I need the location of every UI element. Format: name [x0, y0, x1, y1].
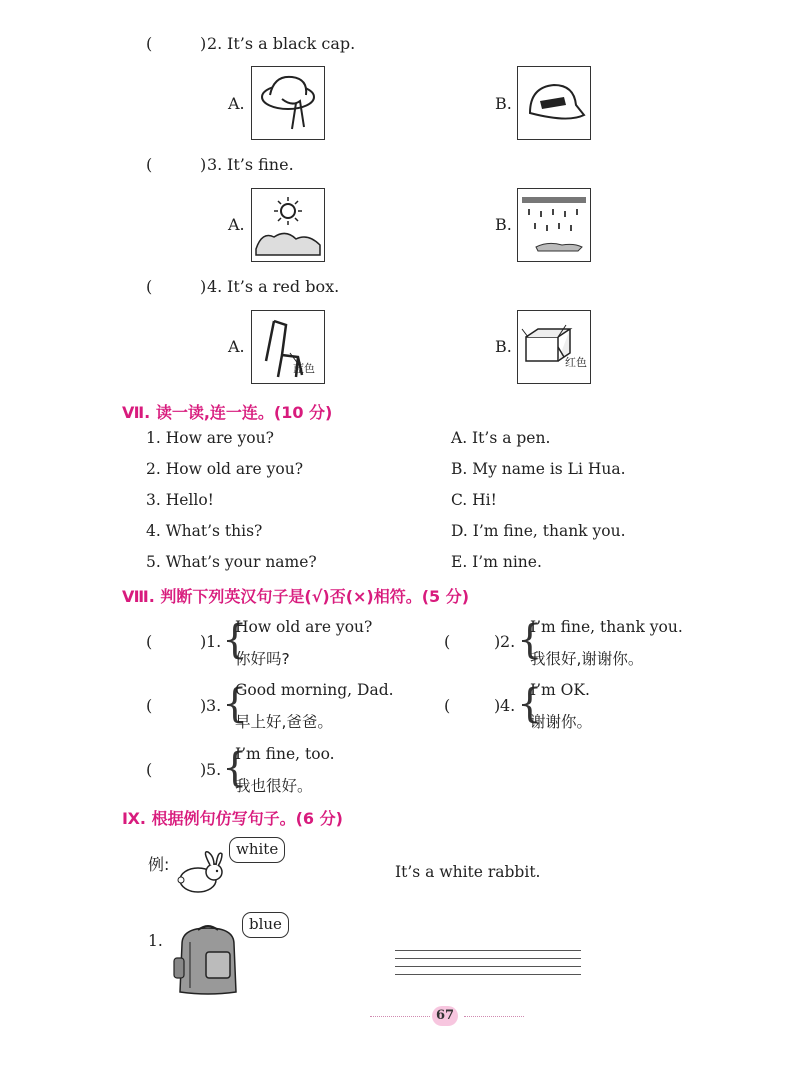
option-b-label: B. — [495, 337, 512, 356]
english-sentence: I’m fine, thank you. — [530, 618, 683, 636]
backpack-picture — [168, 922, 248, 998]
answer-paren-close: ) — [494, 696, 501, 715]
match-answer[interactable]: C. Hi! — [451, 491, 497, 509]
english-sentence: Good morning, Dad. — [235, 681, 394, 699]
answer-paren-open[interactable]: ( — [146, 696, 153, 715]
question-number: 4. — [207, 277, 223, 296]
chinese-sentence: 我也很好。 — [235, 777, 313, 795]
section-9-title: Ⅸ. 根据例句仿写句子。(6 分) — [122, 809, 343, 828]
section-8-title: Ⅷ. 判断下列英汉句子是(√)否(×)相符。(5 分) — [122, 587, 470, 606]
match-answer[interactable]: A. It’s a pen. — [451, 429, 551, 447]
english-sentence: I’m OK. — [530, 681, 590, 699]
option-b-picture[interactable] — [517, 310, 591, 384]
example-label: 例: — [148, 855, 170, 874]
brace: { — [222, 681, 248, 727]
rabbit-picture — [172, 848, 232, 896]
english-sentence: I’m fine, too. — [235, 745, 335, 763]
writing-line[interactable] — [395, 958, 581, 959]
writing-line[interactable] — [395, 950, 581, 951]
match-answer[interactable]: B. My name is Li Hua. — [451, 460, 626, 478]
answer-paren-open[interactable]: ( — [444, 696, 451, 715]
option-b-picture[interactable] — [517, 188, 591, 262]
section-7-title: Ⅶ. 读一读,连一连。(10 分) — [122, 403, 333, 422]
item-number: 1. — [206, 632, 222, 651]
rabbit-icon — [172, 848, 232, 896]
answer-paren-close: ) — [494, 632, 501, 651]
brace: { — [517, 617, 543, 663]
answer-paren-close: ) — [200, 696, 207, 715]
chinese-sentence: 你好吗? — [235, 650, 290, 668]
question-text: It’s a red box. — [227, 277, 340, 296]
item-1-word-bubble: blue — [242, 912, 289, 938]
answer-paren-close: ) — [200, 760, 207, 779]
item-number: 3. — [206, 696, 222, 715]
writing-line[interactable] — [395, 966, 581, 967]
writing-line[interactable] — [395, 974, 581, 975]
option-a-label: A. — [228, 215, 245, 234]
question-number: 2. — [207, 34, 223, 53]
sun-hat-icon — [252, 67, 324, 139]
english-sentence: How old are you? — [235, 618, 373, 636]
item-number: 4. — [500, 696, 516, 715]
footer-dots-left — [370, 1016, 430, 1017]
question-text: It’s fine. — [227, 155, 294, 174]
page-number: 67 — [432, 1006, 458, 1026]
answer-paren-open[interactable]: ( — [146, 632, 153, 651]
backpack-icon — [168, 922, 248, 998]
sunny-weather-icon — [252, 189, 324, 261]
brace: { — [222, 617, 248, 663]
answer-paren-close: ) — [200, 155, 207, 174]
chinese-sentence: 早上好,爸爸。 — [235, 713, 333, 731]
rainy-weather-icon — [518, 189, 590, 261]
answer-paren-close: ) — [200, 277, 207, 296]
option-b-label: B. — [495, 94, 512, 113]
footer-dots-right — [464, 1016, 524, 1017]
answer-paren-open[interactable]: ( — [146, 34, 153, 53]
answer-paren-open[interactable]: ( — [146, 155, 153, 174]
chinese-sentence: 我很好,谢谢你。 — [530, 650, 644, 668]
option-a-label: A. — [228, 94, 245, 113]
example-answer: It’s a white rabbit. — [395, 863, 541, 881]
option-a-label: A. — [228, 337, 245, 356]
box-icon — [518, 311, 590, 383]
question-text: It’s a black cap. — [227, 34, 356, 53]
question-number: 3. — [207, 155, 223, 174]
match-question[interactable]: 4. What’s this? — [146, 522, 263, 540]
match-question[interactable]: 5. What’s your name? — [146, 553, 317, 571]
brace: { — [517, 681, 543, 727]
answer-paren-close: ) — [200, 34, 207, 53]
color-label-blue: 蓝色 — [293, 362, 315, 375]
answer-paren-open[interactable]: ( — [444, 632, 451, 651]
option-a-picture[interactable] — [251, 188, 325, 262]
item-number: 1. — [148, 932, 163, 950]
item-number: 5. — [206, 760, 222, 779]
match-question[interactable]: 3. Hello! — [146, 491, 214, 509]
match-question[interactable]: 1. How are you? — [146, 429, 274, 447]
item-number: 2. — [500, 632, 516, 651]
brace: { — [222, 745, 248, 791]
option-a-picture[interactable] — [251, 66, 325, 140]
answer-paren-open[interactable]: ( — [146, 277, 153, 296]
answer-paren-close: ) — [200, 632, 207, 651]
chinese-sentence: 谢谢你。 — [530, 713, 593, 731]
baseball-cap-icon — [518, 67, 590, 139]
example-word-bubble: white — [229, 837, 285, 863]
answer-paren-open[interactable]: ( — [146, 760, 153, 779]
option-b-picture[interactable] — [517, 66, 591, 140]
match-answer[interactable]: D. I’m fine, thank you. — [451, 522, 626, 540]
match-question[interactable]: 2. How old are you? — [146, 460, 304, 478]
option-b-label: B. — [495, 215, 512, 234]
color-label-red: 红色 — [565, 356, 587, 369]
match-answer[interactable]: E. I’m nine. — [451, 553, 542, 571]
